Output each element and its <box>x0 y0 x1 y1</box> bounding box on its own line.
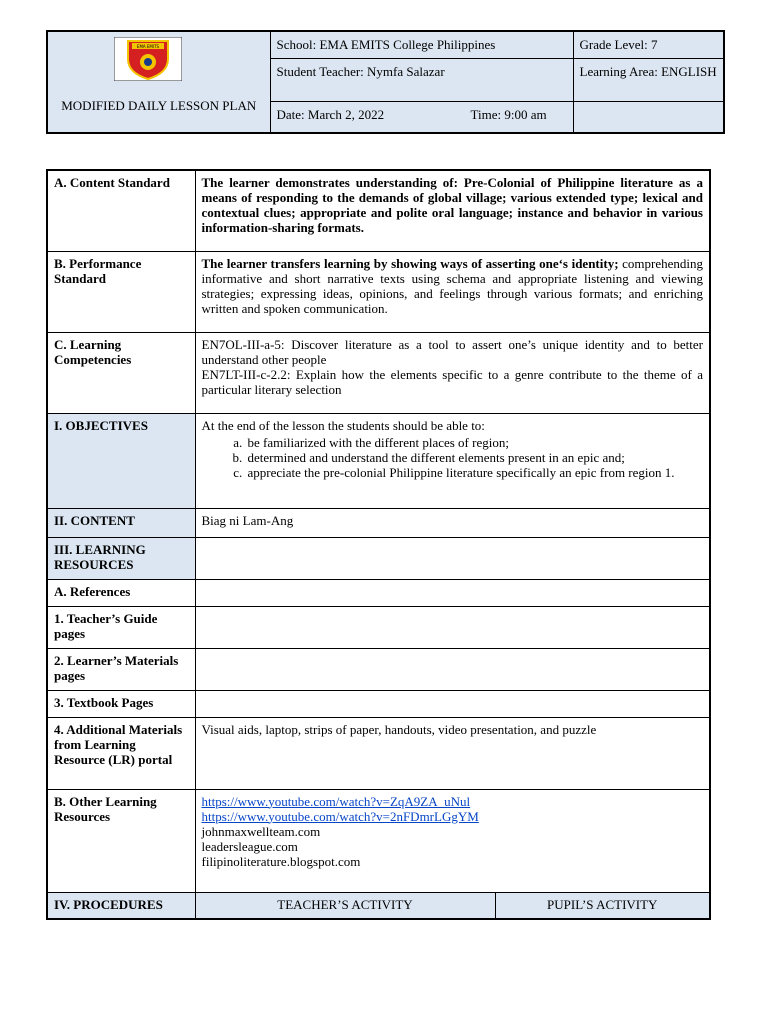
list-item: a. be familiarized with the different places of region; <box>246 435 704 450</box>
lesson-plan-header <box>46 30 725 134</box>
empty-cell <box>195 648 710 690</box>
row-label: B. Performance Standard <box>47 251 195 332</box>
content-standard-text: The learner demonstrates understanding of: Pre-Colonial of Philippine literature as a means of responding to the demands of global village; various extended type; lexical and contextual clues; appropriate and polite oral language; instance and behavior in various information-sharing formats. <box>195 170 710 251</box>
objectives-cell <box>195 413 710 508</box>
objectives-list <box>202 435 704 480</box>
row-label: 3. Textbook Pages <box>47 690 195 717</box>
row-label: 1. Teacher’s Guide pages <box>47 606 195 648</box>
school-field: School: EMA EMITS College Philippines <box>270 31 573 58</box>
plan-title: MODIFIED DAILY LESSON PLAN <box>61 98 257 113</box>
resource-site: leadersleague.com <box>201 838 298 854</box>
list-item: b. determined and understand the different elements present in an epic and; <box>246 450 704 465</box>
empty-header-cell <box>573 101 724 133</box>
table-row <box>47 413 710 508</box>
row-label: B. Other Learning Resources <box>47 789 195 892</box>
content-text: Biag ni Lam-Ang <box>195 508 710 537</box>
table-row <box>47 892 710 919</box>
table-row <box>47 332 710 413</box>
empty-cell <box>195 606 710 648</box>
resource-site: filipinoliterature.blogspot.com <box>201 853 361 869</box>
date-time-cell <box>270 101 573 133</box>
time-field: Time: 9:00 am <box>470 106 547 122</box>
grade-level-field: Grade Level: 7 <box>573 31 724 58</box>
performance-standard-text: The learner transfers learning by showing ways of asserting one‘s identity; comprehending informative and short narrative texts using schema and appropriate listening and viewing strategies; expressing ideas, opinions, and feelings through various formats; and enriching written and spoken communication. <box>195 251 710 332</box>
other-resources-cell <box>195 789 710 892</box>
resource-link[interactable]: https://www.youtube.com/watch?v=2nFDmrLGgYM <box>201 808 479 824</box>
learning-area-field: Learning Area: ENGLISH <box>573 58 724 101</box>
row-label: C. Learning Competencies <box>47 332 195 413</box>
resource-site: johnmaxwellteam.com <box>201 823 321 839</box>
row-label: 4. Additional Materials from Learning Resource (LR) portal <box>47 717 195 789</box>
competency-item: EN7LT-III-c-2.2: Explain how the elements specific to a genre contribute to the theme of a particular literary selection <box>201 366 703 397</box>
table-row <box>47 579 710 606</box>
empty-cell <box>195 579 710 606</box>
row-label: III. LEARNING RESOURCES <box>47 537 195 579</box>
table-row <box>47 251 710 332</box>
table-row <box>47 717 710 789</box>
learning-competencies-text <box>195 332 710 413</box>
table-row <box>47 508 710 537</box>
competency-item: EN7OL-III-a-5: Discover literature as a tool to assert one’s unique identity and to better understand other people <box>201 336 703 367</box>
empty-cell <box>195 537 710 579</box>
table-row <box>47 170 710 251</box>
table-row <box>47 648 710 690</box>
pupil-activity-header: PUPIL’S ACTIVITY <box>495 892 710 919</box>
table-row <box>47 537 710 579</box>
row-label: A. Content Standard <box>47 170 195 251</box>
row-label: 2. Learner’s Materials pages <box>47 648 195 690</box>
table-row <box>47 789 710 892</box>
logo-title-cell <box>47 31 270 133</box>
lesson-plan-table <box>46 169 711 920</box>
list-item: c. appreciate the pre-colonial Philippine literature specifically an epic from region 1. <box>246 465 704 480</box>
additional-materials-text: Visual aids, laptop, strips of paper, handouts, video presentation, and puzzle <box>195 717 710 789</box>
row-label: II. CONTENT <box>47 508 195 537</box>
teacher-activity-header: TEACHER’S ACTIVITY <box>195 892 495 919</box>
table-row <box>47 606 710 648</box>
student-teacher-field: Student Teacher: Nymfa Salazar <box>270 58 573 101</box>
table-row <box>47 690 710 717</box>
school-logo-icon <box>114 37 182 81</box>
resource-link[interactable]: https://www.youtube.com/watch?v=ZqA9ZA_uNul <box>201 793 471 809</box>
row-label: IV. PROCEDURES <box>47 892 195 919</box>
date-field: Date: March 2, 2022 <box>276 106 385 122</box>
svg-text:EMA EMITS: EMA EMITS <box>136 44 160 49</box>
row-label: I. OBJECTIVES <box>47 413 195 508</box>
empty-cell <box>195 690 710 717</box>
row-label: A. References <box>47 579 195 606</box>
objectives-intro: At the end of the lesson the students should be able to: <box>201 417 485 433</box>
